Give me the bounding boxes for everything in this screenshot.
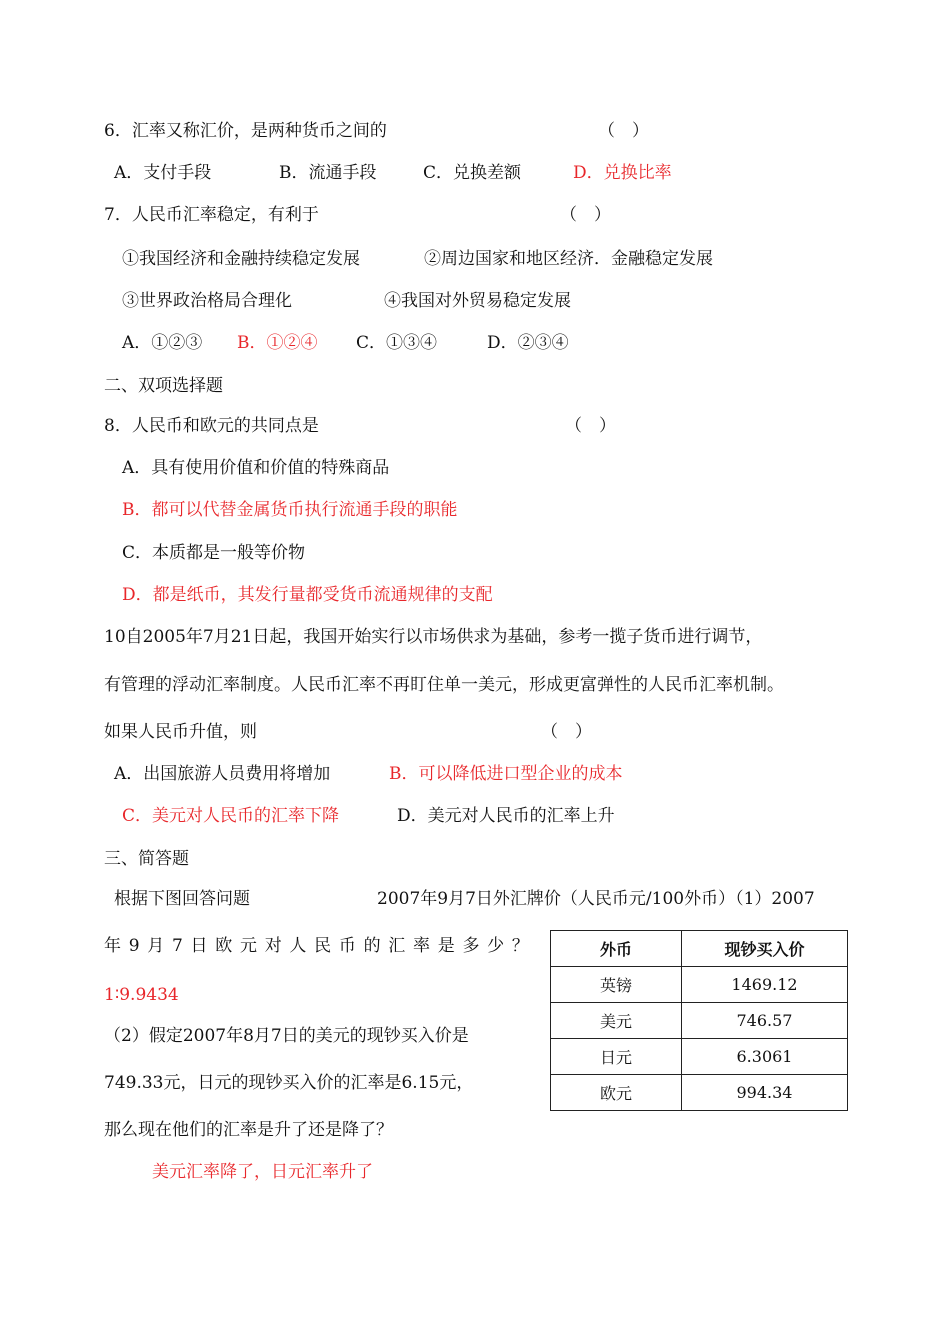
q1-char: 年 (104, 936, 121, 956)
exchange-rate-caption: 2007年9月7日外汇牌价（人民币元/100外币）（1）2007 (377, 889, 815, 909)
exchange-rate-table (550, 930, 848, 1111)
q6-stem: 6．汇率又称汇价，是两种货币之间的 (104, 121, 387, 141)
q10-paragraph-line-1: 10自2005年7月21日起，我国开始实行以市场供求为基础，参考一揽子货币进行调节， (104, 627, 763, 647)
table-row (551, 1075, 848, 1111)
table-row (551, 967, 848, 1003)
table-row (551, 1039, 848, 1075)
q1-char: 日 (190, 936, 208, 956)
q6-answer-bracket: （ ） (598, 121, 649, 141)
q7-answer-bracket: （ ） (560, 205, 611, 225)
column-header-cash-buy-price: 现钞买入价 (682, 931, 848, 967)
q6-option-b: B．流通手段 (279, 163, 377, 183)
column-header-currency: 外币 (551, 931, 682, 967)
q10-paragraph-line-2: 有管理的浮动汇率制度。人民币汇率不再盯住单一美元，形成更富弹性的人民币汇率机制。 (104, 675, 784, 695)
short-question-1-line (104, 934, 529, 958)
short-question-2-line-2: 749.33元，日元的现钞买入价的汇率是6.15元， (104, 1073, 474, 1093)
q1-char: 欧 (215, 936, 233, 956)
currency-cell: 英镑 (551, 967, 682, 1003)
q7-option-b-answer: B．①②④ (237, 333, 318, 353)
q7-option-d: D．②③④ (487, 333, 569, 353)
section-heading-short-answer: 三、简答题 (104, 849, 189, 869)
q8-option-b-answer: B．都可以代替金属货币执行流通手段的职能 (122, 500, 458, 520)
price-cell: 994.34 (682, 1075, 848, 1111)
q7-item-2: ②周边国家和地区经济．金融稳定发展 (424, 249, 713, 269)
q6-option-a: A．支付手段 (114, 163, 212, 183)
q10-option-a: A．出国旅游人员费用将增加 (114, 764, 331, 784)
price-cell: 1469.12 (682, 967, 848, 1003)
q1-char: 对 (264, 936, 282, 956)
q1-char: 月 (147, 936, 165, 956)
short-question-2-line-3: 那么现在他们的汇率是升了还是降了？ (104, 1120, 393, 1140)
q8-option-d-answer: D．都是纸币，其发行量都受货币流通规律的支配 (122, 585, 493, 605)
q6-option-c: C．兑换差额 (423, 163, 522, 183)
q10-option-b-answer: B．可以降低进口型企业的成本 (389, 764, 623, 784)
q7-option-c: C．①③④ (356, 333, 438, 353)
short-question-2-line-1: （2）假定2007年8月7日的美元的现钞买入价是 (104, 1026, 469, 1046)
q1-char: ？ (511, 936, 529, 956)
q1-char: 少 (487, 936, 505, 956)
q6-option-d-answer: D．兑换比率 (573, 163, 672, 183)
q1-char: 9 (128, 936, 140, 956)
table-header-row (551, 931, 848, 967)
short-intro: 根据下图回答问题 (114, 889, 250, 909)
q7-stem: 7．人民币汇率稳定，有利于 (104, 205, 319, 225)
q7-option-a: A．①②③ (122, 333, 203, 353)
q7-item-4: ④我国对外贸易稳定发展 (384, 291, 571, 311)
q7-item-1: ①我国经济和金融持续稳定发展 (122, 249, 360, 269)
section-heading-double-choice: 二、双项选择题 (104, 376, 223, 396)
currency-cell: 日元 (551, 1039, 682, 1075)
price-cell: 746.57 (682, 1003, 848, 1039)
q1-char: 率 (413, 936, 430, 956)
q1-char: 7 (171, 936, 183, 956)
q8-option-c: C．本质都是一般等价物 (122, 543, 306, 563)
q10-answer-bracket: （ ） (541, 722, 592, 742)
q1-char: 汇 (388, 936, 406, 956)
q8-answer-bracket: （ ） (565, 416, 616, 436)
q1-char: 币 (338, 936, 356, 956)
q10-paragraph-line-3: 如果人民币升值，则 (104, 722, 257, 742)
q1-char: 民 (314, 936, 332, 956)
currency-cell: 美元 (551, 1003, 682, 1039)
q1-char: 元 (239, 936, 257, 956)
q1-char: 人 (289, 936, 307, 956)
table-row (551, 1003, 848, 1039)
q1-char: 的 (363, 936, 381, 956)
q10-option-c-answer: C．美元对人民币的汇率下降 (122, 806, 340, 826)
q10-option-d: D．美元对人民币的汇率上升 (397, 806, 615, 826)
q1-char: 是 (437, 936, 455, 956)
price-cell: 6.3061 (682, 1039, 848, 1075)
q8-option-a: A．具有使用价值和价值的特殊商品 (122, 458, 390, 478)
q1-char: 多 (462, 936, 480, 956)
q8-stem: 8．人民币和欧元的共同点是 (104, 416, 319, 436)
currency-cell: 欧元 (551, 1075, 682, 1111)
short-answer-2: 美元汇率降了，日元汇率升了 (152, 1162, 373, 1182)
q7-item-3: ③世界政治格局合理化 (122, 291, 292, 311)
short-answer-1: 1∶9.9434 (104, 985, 179, 1005)
